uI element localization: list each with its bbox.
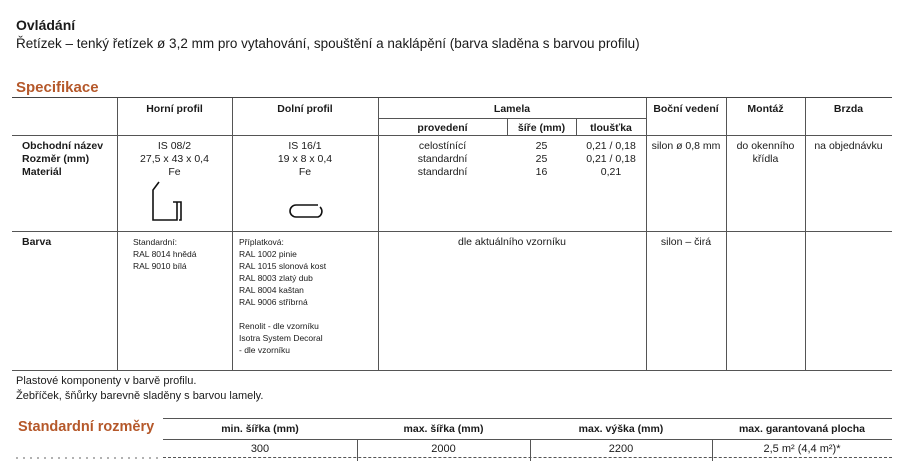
row-label-rozmer: Rozměr (mm) [22, 153, 90, 165]
grid-line [163, 418, 892, 419]
barva-dolni-line: RAL 8004 kaštan [239, 285, 304, 295]
row-label-material: Materiál [22, 166, 62, 178]
grid-line [378, 98, 379, 370]
lamela-provedeni-3: standardní [417, 166, 468, 178]
dolni-nazev: IS 16/1 [288, 140, 322, 152]
dolni-profil-drawing [288, 201, 328, 221]
heading: Ovládání [16, 17, 76, 33]
header-montaz: Montáž [747, 103, 784, 115]
grid-line [232, 98, 233, 370]
lamela-provedeni-1: celostínící [418, 140, 467, 152]
spec-title: Specifikace [16, 79, 99, 96]
lamela-tloustka-2: 0,21 / 0,18 [586, 153, 636, 165]
bocni-vedeni-value: silon ø 0,8 mm [651, 140, 721, 152]
barva-dolni-line: RAL 1002 pinie [239, 249, 297, 259]
lamela-sire-2: 25 [535, 153, 548, 165]
barva-dolni-line: - dle vzorníku [239, 345, 291, 355]
barva-horni-line: RAL 9010 bílá [133, 261, 187, 271]
barva-dolni-line [239, 308, 326, 320]
horni-profil-drawing [145, 180, 190, 226]
barva-horni-line: Standardní: [133, 237, 177, 247]
std-header-max-sirka: max. šířka (mm) [403, 423, 484, 435]
grid-line [12, 135, 892, 136]
lamela-provedeni-2: standardní [417, 153, 468, 165]
horni-material: Fe [168, 166, 181, 178]
std-header-plocha: max. garantovaná plocha [738, 423, 866, 435]
lamela-sire-1: 25 [535, 140, 548, 152]
row-label-barva: Barva [22, 236, 52, 248]
montaz-line-1: do okenního [736, 140, 795, 152]
note-line-2: Žebříček, šňůrky barevně sladěny s barvou lamely. [16, 390, 264, 402]
barva-dolni-line: RAL 8003 zlatý dub [239, 273, 313, 283]
lamela-sire-3: 16 [535, 166, 548, 178]
dotted-rule [16, 457, 163, 461]
lamela-tloustka-3: 0,21 [600, 166, 622, 178]
subtitle: Řetízek – tenký řetízek ø 3,2 mm pro vytahování, spouštění a naklápění (barva sladěna s barvou profilu) [16, 36, 640, 51]
header-brzda: Brzda [833, 103, 864, 115]
header-dolni-profil: Dolní profil [277, 103, 333, 115]
std-value-max-sirka: 2000 [431, 443, 456, 455]
header-horni-profil: Horní profil [146, 103, 203, 115]
note-line-1: Plastové komponenty v barvě profilu. [16, 375, 197, 387]
grid-line [12, 231, 892, 232]
header-bocni-vedeni: Boční vedení [653, 103, 719, 115]
grid-line [117, 98, 118, 370]
dolni-material: Fe [298, 166, 312, 178]
barva-dolni-line: Příplatková: [239, 237, 284, 247]
std-title: Standardní rozměry [18, 419, 155, 435]
barva-dolni-line: RAL 1015 slonová kost [239, 261, 327, 271]
grid-line [163, 457, 892, 458]
dolni-rozmer: 19 x 8 x 0,4 [277, 153, 333, 165]
barva-horni [133, 236, 197, 272]
header-lamela: Lamela [493, 103, 531, 115]
barva-lamela: dle aktuálního vzorníku [458, 236, 566, 248]
horni-rozmer: 27,5 x 43 x 0,4 [140, 153, 209, 165]
row-label-obchodni-nazev: Obchodní název [22, 140, 104, 152]
horni-nazev: IS 08/2 [157, 140, 192, 152]
header-provedeni: provedení [417, 122, 468, 134]
std-header-min-sirka: min. šířka (mm) [221, 423, 299, 435]
grid-line [378, 118, 646, 119]
std-value-plocha: 2,5 m² (4,4 m²)* [763, 443, 841, 455]
grid-line [726, 98, 727, 370]
grid-line [646, 98, 647, 370]
barva-dolni-line: Isotra System Decoral [239, 333, 323, 343]
montaz-line-2: křídla [752, 153, 779, 165]
barva-horni-line: RAL 8014 hnědá [133, 249, 197, 259]
header-sire: šíře (mm) [517, 122, 566, 134]
std-value-max-vyska: 2200 [608, 443, 634, 455]
grid-line [12, 370, 892, 371]
header-tloustka: tloušťka [590, 122, 632, 134]
barva-dolni-line: Renolit - dle vzorníku [239, 321, 319, 331]
std-value-min-sirka: 300 [250, 443, 270, 455]
std-header-max-vyska: max. výška (mm) [578, 423, 664, 435]
brzda-value: na objednávku [814, 140, 883, 152]
barva-bocni: silon – čirá [660, 236, 712, 248]
barva-dolni [239, 236, 326, 356]
grid-line [805, 98, 806, 370]
grid-line [163, 439, 892, 440]
barva-dolni-line: RAL 9006 stříbrná [239, 297, 308, 307]
lamela-tloustka-1: 0,21 / 0,18 [586, 140, 636, 152]
section-rule [12, 97, 892, 98]
